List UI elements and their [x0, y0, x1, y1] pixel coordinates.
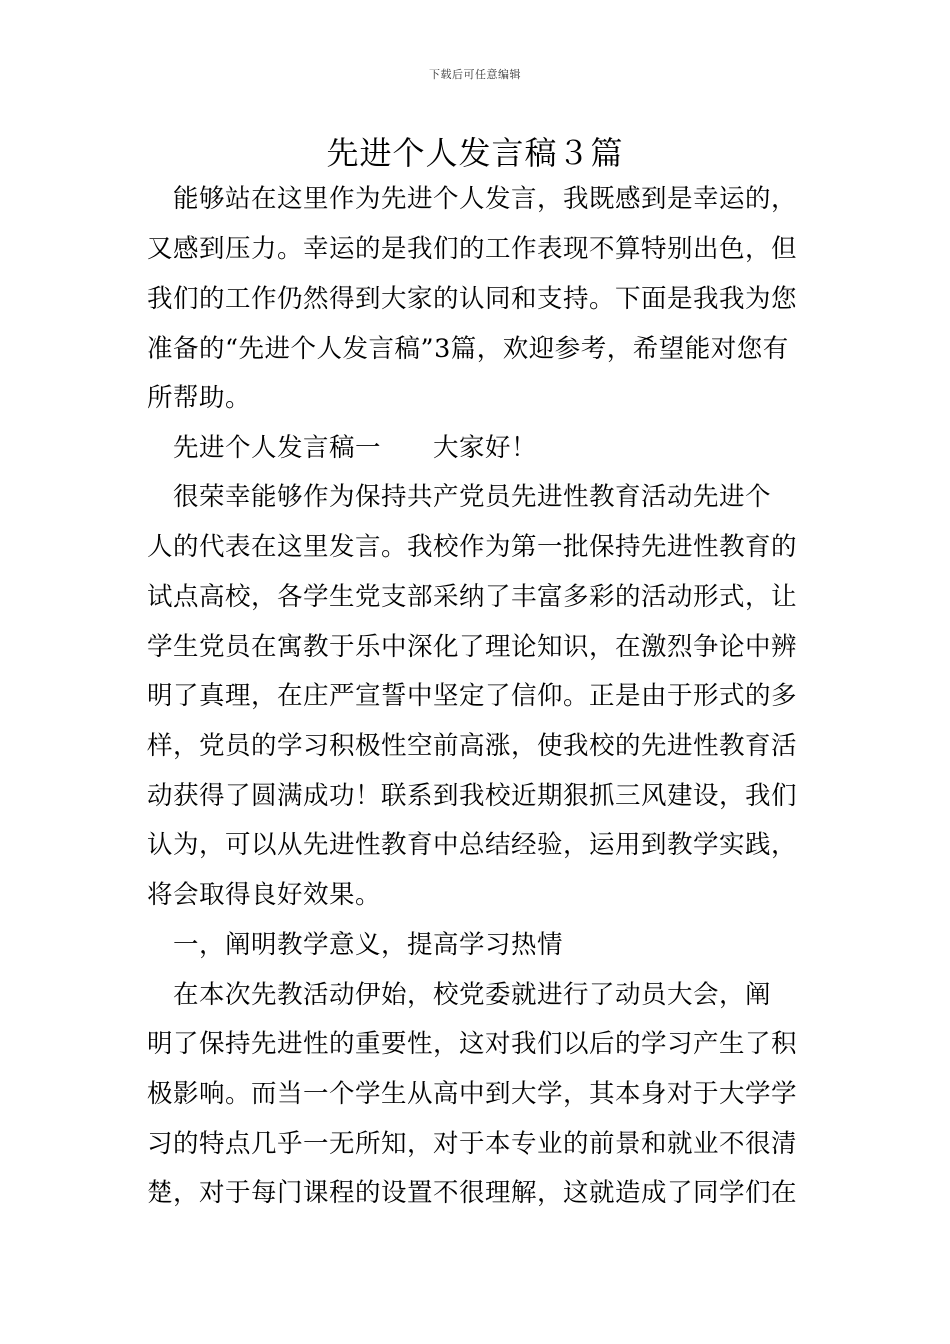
body-line: 习的特点几乎一无所知，对于本专业的前景和就业不很清 — [147, 1129, 798, 1159]
body-line: 我们的工作仍然得到大家的认同和支持。下面是我我为您 — [147, 284, 798, 314]
section-heading: 一，阐明教学意义，提高学习热情 — [147, 930, 564, 960]
body-line: 样，党员的学习积极性空前高涨，使我校的先进性教育活 — [147, 731, 798, 761]
section-heading: 先进个人发言稿一 大家好！ — [147, 433, 538, 463]
body-line: 将会取得良好效果。 — [147, 880, 382, 910]
body-line: 明了真理，在庄严宣誓中坚定了信仰。正是由于形式的多 — [147, 681, 798, 711]
body-line: 极影响。而当一个学生从高中到大学，其本身对于大学学 — [147, 1079, 798, 1109]
body-line: 很荣幸能够作为保持共产党员先进性教育活动先进个 — [147, 482, 772, 512]
body-line: 能够站在这里作为先进个人发言，我既感到是幸运的， — [147, 184, 798, 214]
body-line: 所帮助。 — [147, 383, 252, 413]
body-line: 试点高校，各学生党支部采纳了丰富多彩的活动形式，让 — [147, 582, 798, 612]
body-line: 在本次先教活动伊始，校党委就进行了动员大会，阐 — [147, 980, 772, 1010]
body-line: 认为，可以从先进性教育中总结经验，运用到教学实践， — [147, 830, 798, 860]
header-note: 下载后可任意编辑 — [429, 68, 521, 81]
body-line: 楚，对于每门课程的设置不很理解，这就造成了同学们在 — [147, 1178, 798, 1208]
body-line: 动获得了圆满成功！联系到我校近期狠抓三风建设，我们 — [147, 781, 798, 811]
body-line: 学生党员在寓教于乐中深化了理论知识，在激烈争论中辨 — [147, 632, 798, 662]
body-line: 人的代表在这里发言。我校作为第一批保持先进性教育的 — [147, 532, 798, 562]
document-title: 先进个人发言稿３篇 — [326, 134, 624, 172]
body-line: 明了保持先进性的重要性，这对我们以后的学习产生了积 — [147, 1029, 798, 1059]
body-line: 准备的“先进个人发言稿”3篇，欢迎参考，希望能对您有 — [147, 334, 789, 364]
body-line: 又感到压力。幸运的是我们的工作表现不算特别出色，但 — [147, 234, 798, 264]
